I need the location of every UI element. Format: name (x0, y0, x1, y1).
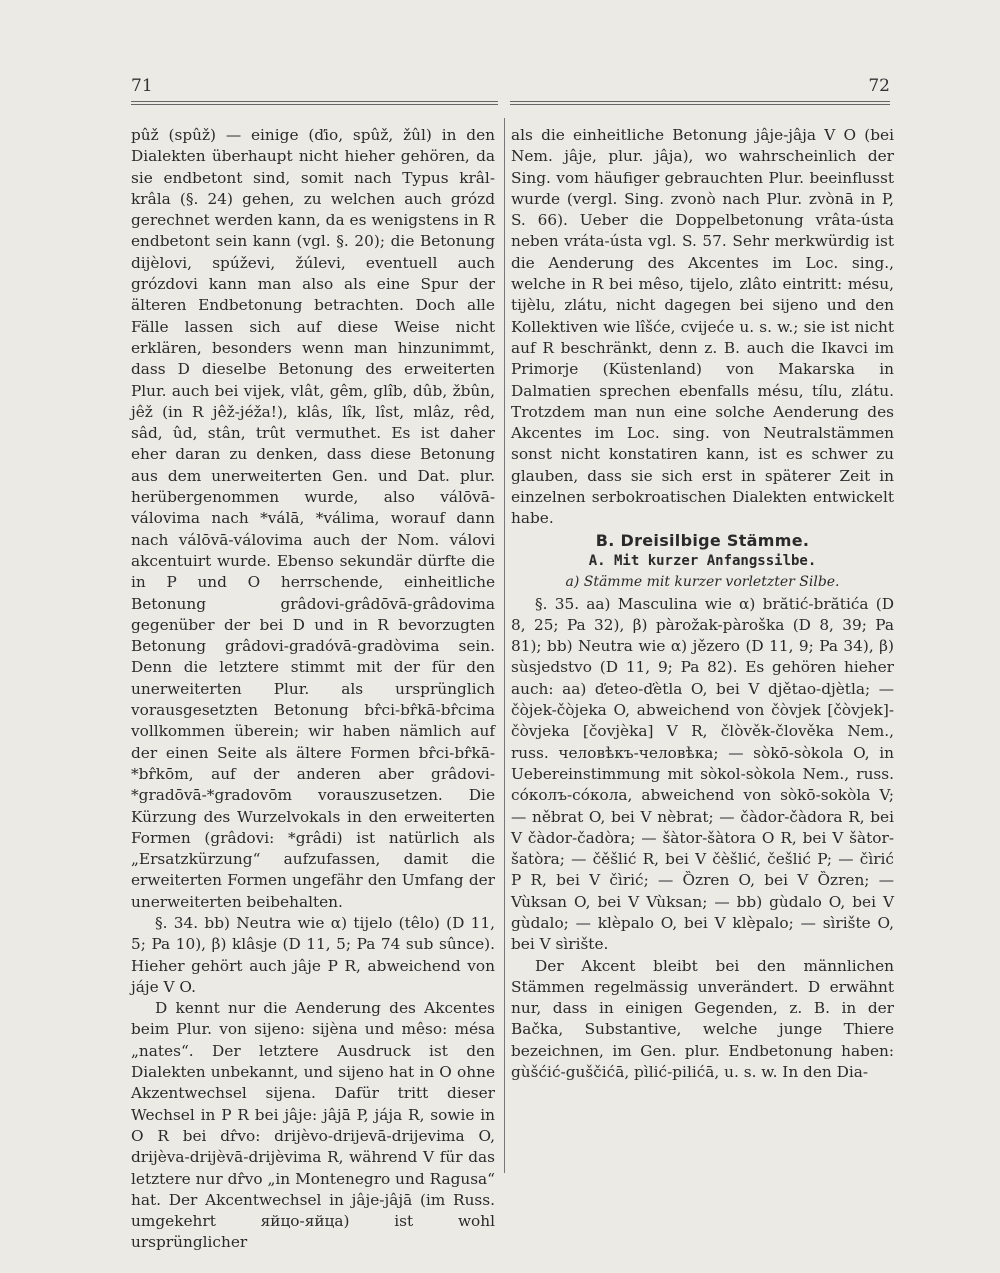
paragraph: Der Akcent bleibt bei den männlichen Stämmen regelmässig unverändert. D erwähnt nur, dass in einigen Gegenden, z. B. in der Bačka, Substantive, welche junge Thiere bezeichnen, im Gen. plur. Endbetonung haben: gùšćić-guščićā, pìlić-pilićā, u. s. w. In den Dia- (511, 956, 894, 1082)
section-heading: B. Dreisilbige Stämme. (595, 530, 810, 550)
paragraph: D kennt nur die Aenderung des Akcentes beim Plur. von sijeno: sijèna und mêso: mésa „nates“. Der letztere Ausdruck ist den Dialekten unbekannt, und sijeno hat in O ohne Akzentwechsel sijena. Dafür tritt dieser Wechsel in P R bei jâje: jâjā P, jája R, sowie in O R bei dr̂vo: drijèvo-drijevā-drijevima O, drijèva-drijèvā-drijèvima R, während V für das letztere nur dr̂vo „in Montenegro und Ragusa“ hat. Der Akcentwechsel in jâje-jâjā (im Russ. umgekehrt яйцо-яйца) ist wohl ursprünglicher (131, 999, 495, 1252)
header-rule-right-lower (510, 104, 890, 105)
header-rule-left (131, 101, 498, 102)
subsection-heading: A. Mit kurzer Anfangssilbe. (588, 552, 817, 569)
paragraph: §. 34. bb) Neutra wie α) tijelo (têlo) (D 11, 5; Pa 10), β) klâsje (D 11, 5; Pa 74 sub sûnce). Hieher gehört auch jâje P R, abweichend von jáje V O. (131, 913, 495, 996)
paragraph: pûž (spûž) — einige (ďio, spûž, žûl) in den Dialekten überhaupt nicht hieher gehören, da sie endbetont sind, somit nach Typus krâl-krâla (§. 24) gehen, zu welchen auch grózd gerechnet werden kann, da es wenigstens in R endbetont sein kann (vgl. §. 20); die Betonung dijèlovi, spúževi, žúlevi, eventuell auch grózdovi kann man also als eine Spur der älteren Endbetonung betrachten. Doch alle Fälle lassen sich auf diese Weise nicht erklären, besonders wenn man hinzunimmt, dass D dieselbe Betonung des erweiterten Plur. auch bei vijek, vlât, gêm, glîb, dûb, žbûn, jêž (in R jêž-jéža!), klâs, lîk, lîst, mlâz, rêd, sâd, ûd, stân, trût vermuthet. Es ist daher eher daran zu denken, dass diese Betonung aus dem unerweiterten Gen. und Dat. plur. herübergenommen wurde, also válōvā-válovima nach *válā, *válima, worauf dann nach válōvā-válovima auch der Nom. válovi akcentuirt wurde. Ebenso sekundär dürfte die in P und O herrschende, einheitliche Betonung grâdovi-grâdōvā-grâdovima gegenüber der bei D und in R bevorzugten Betonung grâdovi-gradóvā-gradòvima sein. Denn die letztere stimmt mit der für den unerweiterten Plur. als ursprünglich vorausgesetzten Betonung br̂ci-br̂kā-br̂cima vollkommen überein; wir haben nämlich auf der einen Seite als ältere Formen br̂ci-br̂kā-*br̂kōm, auf der anderen aber grâdovi-*gradōvā-*gradovōm vorauszusetzen. Die Kürzung des Wurzelvokals in den erweiterten Formen (grâdovi: *grâdi) ist natürlich als „Ersatzkürzung“ aufzufassen, damit die erweiterten Formen ungefähr den Umfang der unerweiterten beibehalten. (131, 126, 495, 911)
header-rule-right (510, 101, 890, 102)
right-column (511, 125, 894, 1083)
column-divider (504, 118, 505, 1173)
page-number-right: 72 (868, 76, 890, 96)
page-number-left: 71 (131, 76, 153, 96)
left-column (131, 125, 495, 1254)
paragraph: §. 35. aa) Masculina wie α) brătić-brătića (D 8, 25; Pa 32), β) pàrožak-pàroška (D 8, 39; Pa 81); bb) Neutra wie α) jězero (D 11, 9; Pa 34), β) sùsjedstvo (D 11, 9; Pa 82). Es gehören hieher auch: aa) ďeteo-ďètla O, bei V djětao-djètla; — čòjek-čòjeka O, abweichend von čòvjek [čòvjek]-čòvjeka [čovjèka] V R, člòvěk-člověka Nem., russ. человѣкъ-человѣка; — sòkō-sòkola O, in Uebereinstimmung mit sòkol-sòkola Nem., russ. сóколъ-сóкола, abweichend von sòkō-sokòla V; — něbrat O, bei V nèbrat; — čàdor-čàdora R, bei V čàdor-čadòra; — šàtor-šàtora O R, bei V šàtor-šatòra; — čěšlić R, bei V čèšlić, češlić P; — čìrić P R, bei V čìrić; — Ȍzren O, bei V Ȍzren; — Vùksan O, bei V Vùksan; — bb) gùdalo O, bei V gùdalo; — klèpalo O, bei V klèpalo; — sìrište O, bei V sìrište. (511, 594, 894, 954)
header-rule-left-lower (131, 104, 498, 105)
paragraph: als die einheitliche Betonung jâje-jâja V O (bei Nem. jâje, plur. jâja), wo wahrscheinlich der Sing. vom häufiger gebrauchten Plur. beeinflusst wurde (vergl. Sing. zvonò nach Plur. zvònā in P, S. 66). Ueber die Doppelbetonung vrâta-ústa neben vráta-ústa vgl. S. 57. Sehr merkwürdig ist die Aenderung des Akcentes im Loc. sing., welche in R bei mêso, tijelo, zlâto eintritt: mésu, tijèlu, zlátu, nicht dagegen bei sijeno und den Kollektiven wie lîšće, cvijeće u. s. w.; sie ist nicht auf R beschränkt, denn z. B. auch die Ikavci im Primorje (Küstenland) von Makarska in Dalmatien sprechen ebenfalls mésu, tílu, zlátu. Trotzdem man nun eine solche Aenderung des Akcentes im Loc. sing. von Neutralstämmen sonst nicht konstatiren kann, ist es schwer zu glauben, dass sie sich erst in späterer Zeit in einzelnen serbokroatischen Dialekten entwickelt habe. (511, 126, 894, 528)
sub-subsection-heading: a) Stämme mit kurzer vorletzter Silbe. (565, 574, 840, 591)
